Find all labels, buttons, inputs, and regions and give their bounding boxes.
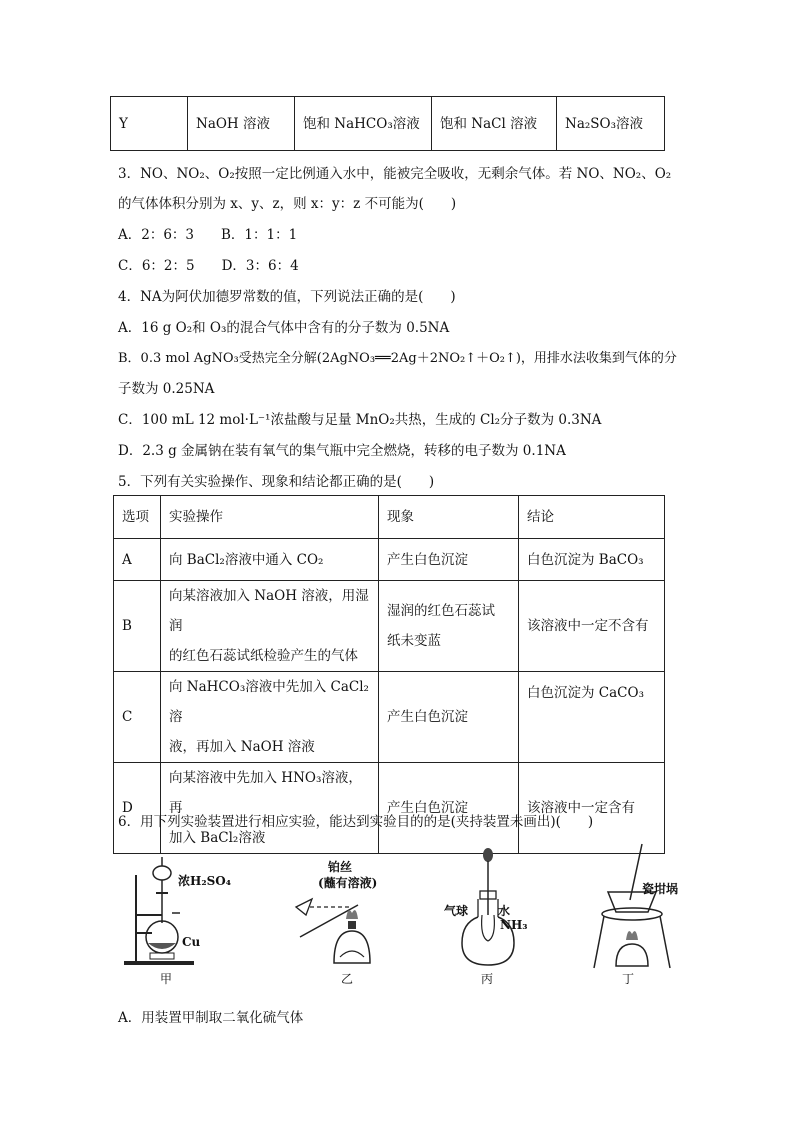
label-water: 水 — [498, 904, 511, 918]
q6-option-a: A．用装置甲制取二氧化硫气体 — [118, 1010, 304, 1026]
label-dipped-solution: (蘸有溶液) — [318, 876, 378, 890]
operation-line: 加入 BaCl₂溶液 — [169, 830, 266, 846]
operation-line: 向 NaHCO₃溶液中先加入 CaCl₂溶 — [169, 679, 369, 725]
row-option: B — [114, 581, 161, 672]
q4-option-d: D．2.3 g 金属钠在装有氧气的集气瓶中完全燃烧，转移的电子数为 0.1NA — [118, 443, 566, 459]
phenomenon-line: 产生白色沉淀 — [387, 709, 468, 725]
phenomenon-line: 产生白色沉淀 — [387, 800, 468, 816]
reagent-table — [110, 96, 665, 151]
q3-options-cd: C．6：2：5 D．3：6：4 — [118, 258, 299, 274]
caption-yi: 乙 — [341, 972, 354, 986]
row-phenomenon — [379, 672, 519, 763]
table-cell: Y — [111, 97, 188, 151]
row-operation — [161, 763, 379, 854]
header-option: 选项 — [114, 496, 161, 539]
table-cell: 饱和 NaHCO₃溶液 — [295, 97, 432, 151]
q3-line2: 的气体体积分别为 x、y、z，则 x：y：z 不可能为( ) — [118, 196, 457, 212]
table-cell: NaOH 溶液 — [188, 97, 295, 151]
caption-jia: 甲 — [160, 972, 173, 986]
label-balloon: 气球 — [444, 904, 469, 918]
row-conclusion: 白色沉淀为 CaCO₃ — [519, 672, 665, 763]
header-operation: 实验操作 — [161, 496, 379, 539]
table-row — [114, 763, 665, 854]
table-header-row — [114, 496, 665, 539]
row-operation — [161, 581, 379, 672]
operation-line: 向某溶液中先加入 HNO₃溶液，再 — [169, 770, 362, 816]
row-option: D — [114, 763, 161, 854]
q3-line1: 3．NO、NO₂、O₂按照一定比例通入水中，能被完全吸收，无剩余气体。若 NO、NO₂、O₂ — [118, 166, 672, 182]
q4-option-c: C．100 mL 12 mol·L⁻¹浓盐酸与足量 MnO₂共热，生成的 Cl₂分子数为 0.3NA — [118, 412, 602, 428]
header-conclusion: 结论 — [519, 496, 665, 539]
table-row — [111, 97, 665, 151]
operation-line: 向某溶液加入 NaOH 溶液，用湿润 — [169, 588, 369, 634]
q5-stem: 5．下列有关实验操作、现象和结论都正确的是( ) — [118, 474, 435, 490]
apparatus-ding-figure — [590, 840, 680, 970]
row-operation — [161, 672, 379, 763]
q6-stem: 6．用下列实验装置进行相应实验，能达到实验目的的是(夹持装置未画出)( ) — [118, 814, 594, 830]
row-phenomenon — [379, 581, 519, 672]
row-operation — [161, 539, 379, 581]
q4-option-b-line1: B．0.3 mol AgNO₃受热完全分解(2AgNO₃══2Ag＋2NO₂↑＋O₂↑)，用排水法收集到气体的分 — [118, 351, 677, 366]
row-conclusion: 该溶液中一定含有 — [519, 763, 665, 854]
row-conclusion: 白色沉淀为 BaCO₃ — [519, 539, 665, 581]
caption-bing: 丙 — [481, 972, 494, 986]
label-conc-h2so4: 浓H₂SO₄ — [178, 874, 231, 888]
caption-ding: 丁 — [622, 972, 635, 986]
phenomenon-line: 产生白色沉淀 — [387, 551, 468, 568]
header-phenomenon: 现象 — [379, 496, 519, 539]
operation-line: 液，再加入 NaOH 溶液 — [169, 739, 315, 755]
q5-table — [113, 495, 665, 854]
phenomenon-line: 纸未变蓝 — [387, 633, 441, 649]
operation-line: 的红色石蕊试纸检验产生的气体 — [169, 648, 358, 664]
row-phenomenon — [379, 763, 519, 854]
table-row — [114, 581, 665, 672]
row-conclusion: 该溶液中一定不含有 — [519, 581, 665, 672]
label-platinum-wire: 铂丝 — [328, 860, 353, 874]
table-cell: 饱和 NaCl 溶液 — [432, 97, 557, 151]
q3-options-ab: A．2：6：3 B．1：1：1 — [118, 227, 298, 243]
row-option: C — [114, 672, 161, 763]
operation-line: 向 BaCl₂溶液中通入 CO₂ — [169, 551, 324, 568]
label-nh3: NH₃ — [500, 918, 528, 932]
table-cell: Na₂SO₃溶液 — [557, 97, 665, 151]
q4-stem: 4．NA为阿伏加德罗常数的值，下列说法正确的是( ) — [118, 289, 456, 305]
row-phenomenon — [379, 539, 519, 581]
q4-option-a: A．16 g O₂和 O₃的混合气体中含有的分子数为 0.5NA — [118, 320, 450, 336]
table-row — [114, 539, 665, 581]
label-porcelain-crucible: 瓷坩埚 — [642, 882, 679, 896]
phenomenon-line: 湿润的红色石蕊试 — [387, 603, 495, 619]
label-cu: Cu — [182, 935, 201, 949]
q4-option-b-line2: 子数为 0.25NA — [118, 381, 215, 397]
row-option: A — [114, 539, 161, 581]
apparatus-jia-figure — [118, 845, 238, 970]
table-row — [114, 672, 665, 763]
